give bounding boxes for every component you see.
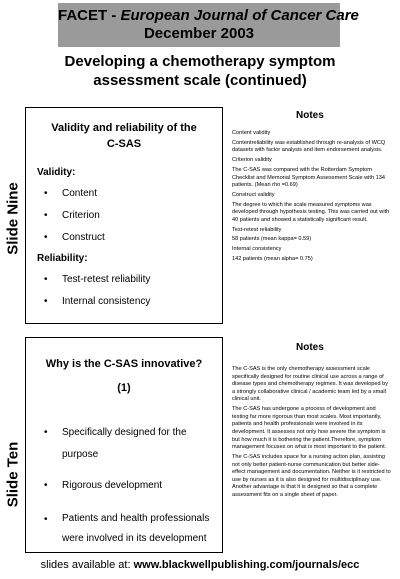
issue-date: December 2003 (143, 25, 255, 42)
bullet: • (44, 427, 48, 438)
journal-header (58, 3, 359, 47)
bullet: • (44, 274, 48, 285)
notes-heading: Notes (296, 342, 324, 353)
notes-heading: Notes (296, 110, 324, 121)
journal-title: FACET - European Journal of Cancer Care (58, 7, 359, 24)
slide-nine: Validity and reliability of the C-SAS Validity: • Content • Criterion • Construct Reliability: • Test-retest reliability • Internal consistency (25, 107, 223, 324)
bullet: • (44, 514, 48, 525)
reliability-heading: Reliability: (37, 253, 88, 264)
bullet: • (44, 188, 48, 199)
slide-nine-label: Slide Nine (4, 182, 22, 255)
page-title: Developing a chemotherapy symptom assessment scale (continued) (64, 53, 336, 89)
footer-link[interactable]: www.blackwellpublishing.com/journals/ecc (133, 559, 360, 571)
notes-slide-nine: Content validity Contentreliability was established through re-analysis of WCQ datasets with factor analysis and item endorsement analysis. Criterion validity The C-SAS was compared with the Rotterdam Symptom Checklist and Memorial Symptom Assessment Scale with 134 patients. (Mean rho =0.69) Construct validity The degree to which the scale measured symptoms was developed through hypothesis testing. This was carried out with 40 patients and showed a statistically significant result. Test-retest reliability 58 patients (mean kappa= 0.59) Internal consistency 142 patients (mean alpha= 0.75) (232, 130, 390, 262)
validity-heading: Validity: (37, 167, 76, 178)
slide-ten-label: Slide Ten (4, 441, 22, 508)
slide-ten-title: Why is the C-SAS innovative? (1) (45, 358, 203, 394)
bullet: • (44, 296, 48, 307)
notes-slide-ten: The C-SAS is the only chemotherapy assessment scale specifically designed for routine clinical use across a range of disease types and chemotherapy regimes. It was developed by a strongly collaborative clinical / academic team led by a small clinical unit. The C-SAS has undergone a process of development and testing far more rigorous than most scales. Most importantly, patients and health professionals were involved in its development. It assesses not only how severe the symptom is but how much it is bothering the patient.Therefore, symptom management focuses on what is most important to the patient. The C-SAS includes space for a nursing action plan, assisting not only better patient-nurse communication but better side-effect management and documentation. Neither is it restricted to use by nurses as it is also designed for multidisciplinary use. Another advantage is that it is designed so that a complete assessment fits on a single sheet of paper. (232, 366, 391, 498)
slide-nine-title: Validity and reliability of the C-SAS (51, 122, 197, 150)
bullet: • (44, 210, 48, 221)
slide-ten: Why is the C-SAS innovative? (1) • Specifically designed for the purpose • Rigorous development • Patients and health professionals were involved in its development (25, 337, 223, 553)
bullet: • (44, 480, 48, 491)
bullet: • (44, 232, 48, 243)
footer: slides available at: www.blackwellpublishing.com/journals/ecc (40, 559, 360, 571)
